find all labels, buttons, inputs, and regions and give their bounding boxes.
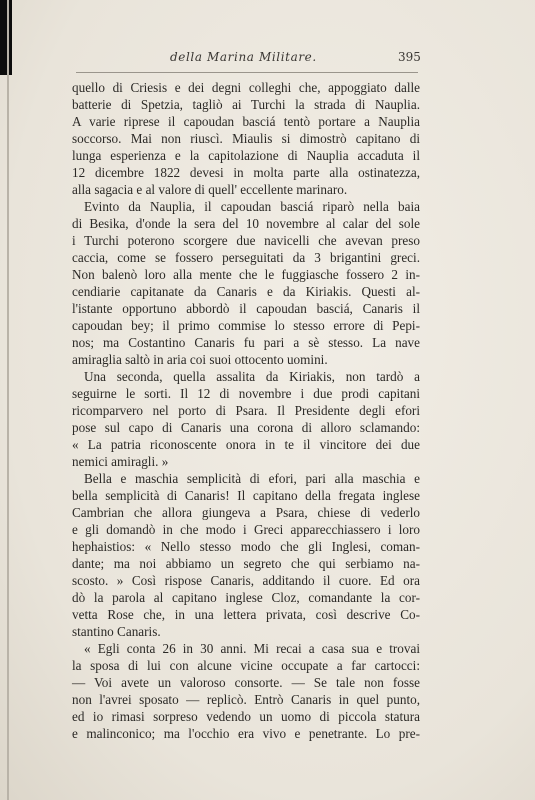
text-line: « La patria riconoscente onora in te il vincitore dei due: [72, 437, 420, 452]
text-line: Cambrian che allora giungeva a Psara, chiese di vederlo: [72, 505, 420, 520]
text-line: ed io rimasi sorpreso vedendo un uomo di piccola statura: [72, 709, 420, 724]
text-line: scosto. » Così rispose Canaris, additando il cuore. Ed ora: [72, 573, 420, 588]
text-line: alla sagacia e al valore di quell' eccellente marinaro.: [72, 182, 348, 197]
text-line: A varie riprese il capoudan basciá tentò portare a Nauplia: [72, 114, 420, 129]
page-gutter-line: [7, 0, 9, 800]
text-line: stantino Canaris.: [72, 624, 161, 639]
text-line: bella semplicità di Canaris! Il capitano della fregata inglese: [72, 488, 420, 503]
text-line: vetta Rose che, in una lettera privata, così descrive Co-: [72, 607, 420, 622]
text-line: e gli domandò in che modo i Greci apparecchiassero i loro: [72, 522, 420, 537]
paragraph-first-line: « Egli conta 26 in 30 anni. Mi recai a casa sua e trovai: [84, 641, 420, 656]
text-line: seguirne le sorti. Il 12 di novembre i due prodi capitani: [72, 386, 420, 401]
paragraph-first-line: Evinto da Nauplia, il capoudan basciá riparò nella baia: [84, 199, 420, 214]
text-line: i Turchi poterono scorgere due navicelli che avevan preso: [72, 233, 420, 248]
text-line: quello di Criesis e dei degni colleghi che, appoggiato dalle: [72, 80, 420, 95]
text-line: 12 dicembre 1822 devesi in molta parte alla ostinatezza,: [72, 165, 420, 180]
text-line: soccorso. Mai non riuscì. Miaulis si dimostrò capitano di: [72, 131, 420, 146]
text-line: batterie di Spetzia, tagliò ai Turchi la strada di Nauplia.: [72, 97, 420, 112]
text-line: amiraglia saltò in aria coi suoi ottocento uomini.: [72, 352, 328, 367]
paragraph-first-line: Una seconda, quella assalita da Kiriakis, non tardò a: [84, 369, 420, 384]
text-line: caccia, come se fossero perseguitati da 3 brigantini greci.: [72, 250, 420, 265]
text-line: e malinconico; ma l'occhio era vivo e penetrante. Lo pre-: [72, 726, 420, 741]
text-line: nos; ma Costantino Canaris fu pari a sè stesso. La nave: [72, 335, 420, 350]
text-line: dò la parola al capitano inglese Cloz, comandante la cor-: [72, 590, 420, 605]
text-line: nemici amiragli. »: [72, 454, 169, 469]
text-line: hephaistios: « Nello stesso modo che gli Inglesi, coman-: [72, 539, 420, 554]
text-line: lunga esperienza e la capitolazione di Nauplia accaduta il: [72, 148, 420, 163]
text-line: pose sul capo di Canaris una corona di alloro sclamando:: [72, 420, 420, 435]
paragraph-first-line: Bella e maschia semplicità di efori, pari alla maschia e: [84, 471, 420, 486]
running-title: della Marina Militare.: [170, 50, 317, 64]
text-line: di Besika, d'onde la sera del 10 novembre al calar del sole: [72, 216, 420, 231]
text-line: la sposa di lui con alcune vicine occupate a far cartocci:: [72, 658, 420, 673]
scan-edge-mark: [0, 0, 12, 75]
header-rule: [76, 72, 418, 73]
text-line: Non balenò loro alla mente che le fuggiasche fossero 2 in-: [72, 267, 420, 282]
text-line: dante; ma noi abbiamo un segreto che qui serbiamo na-: [72, 556, 420, 571]
text-line: l'istante opportuno abbordò il capoudan basciá, Canaris il: [72, 301, 420, 316]
text-line: non l'avrei sposato — replicò. Entrò Canaris in quel punto,: [72, 692, 420, 707]
text-line: ricomparvero nel porto di Psara. Il Presidente degli efori: [72, 403, 420, 418]
page-number: 395: [398, 50, 421, 64]
text-line: capoudan bey; il primo commise lo stesso errore di Pepi-: [72, 318, 420, 333]
text-line: — Voi avete un valoroso consorte. — Se tale non fosse: [72, 675, 420, 690]
text-line: cendiarie capitanate da Canaris e da Kiriakis. Questi al-: [72, 284, 420, 299]
